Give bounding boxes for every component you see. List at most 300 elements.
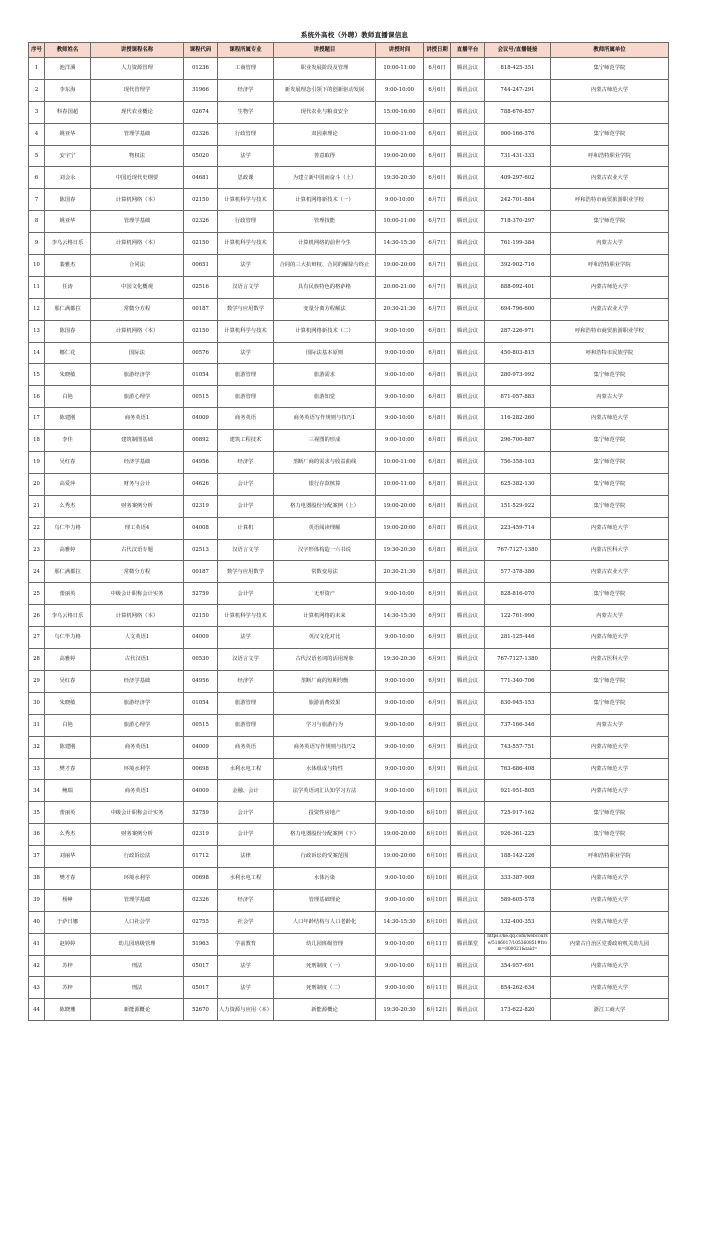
table-cell: 旅游知觉 xyxy=(274,386,376,408)
table-cell: 828-816-070 xyxy=(485,583,551,605)
table-cell: 呼和浩特职业学院 xyxy=(551,145,669,167)
table-cell: 古代汉语1 xyxy=(91,649,184,671)
table-cell: 池洋溪 xyxy=(45,58,91,80)
table-row xyxy=(29,780,669,802)
table-cell: 腾讯会议 xyxy=(451,473,485,495)
table-cell: 24 xyxy=(29,561,45,583)
table-cell: 00698 xyxy=(184,758,218,780)
table-cell: 9:00-10:00 xyxy=(376,802,424,824)
table-cell: 9:00-10:00 xyxy=(376,627,424,649)
table-cell: 腾讯会议 xyxy=(451,802,485,824)
table-cell: 樊才春 xyxy=(45,867,91,889)
table-row xyxy=(29,758,669,780)
table-cell: 法学 xyxy=(218,145,274,167)
table-cell: 腾讯会议 xyxy=(451,758,485,780)
table-row xyxy=(29,714,669,736)
table-cell: 6月9日 xyxy=(424,670,451,692)
table-cell: 02326 xyxy=(184,123,218,145)
table-cell: 888-092-401 xyxy=(485,276,551,298)
column-header: 讲授日期 xyxy=(424,43,451,58)
table-cell: 内蒙古大学 xyxy=(551,233,669,255)
table-cell: 数学与应用数学 xyxy=(218,561,274,583)
table-cell: 718-370-297 xyxy=(485,211,551,233)
table-cell: 02150 xyxy=(184,320,218,342)
table-cell: 行政管理 xyxy=(218,123,274,145)
table-cell: 19:00-20:00 xyxy=(376,517,424,539)
table-cell: 51963 xyxy=(184,933,218,955)
table-cell: 经济学 xyxy=(218,889,274,911)
table-cell: 法学 xyxy=(218,627,274,649)
table-cell: 中国近现代史纲要 xyxy=(91,167,184,189)
table-cell: 15 xyxy=(29,364,45,386)
table-cell: 旅游心理学 xyxy=(91,386,184,408)
table-row xyxy=(29,79,669,101)
table-cell: 呼和浩特职业学院 xyxy=(551,846,669,868)
table-cell: 内蒙古师范大学 xyxy=(551,517,669,539)
table-cell: 36 xyxy=(29,824,45,846)
table-cell: 汉语言文学 xyxy=(218,539,274,561)
table-cell: 腾讯会议 xyxy=(451,517,485,539)
table-cell: 05017 xyxy=(184,977,218,999)
table-cell: 9:00-10:00 xyxy=(376,758,424,780)
table-cell: 环境水利学 xyxy=(91,867,184,889)
table-cell: 数学与应用数学 xyxy=(218,298,274,320)
table-cell: 集宁师范学院 xyxy=(551,692,669,714)
table-cell: 善意取得 xyxy=(274,145,376,167)
table-cell: 737-166-346 xyxy=(485,714,551,736)
table-row xyxy=(29,495,669,517)
table-cell: 31966 xyxy=(184,79,218,101)
table-cell: 旅游经济学 xyxy=(91,364,184,386)
table-cell: 30 xyxy=(29,692,45,714)
table-cell: 744-247-291 xyxy=(485,79,551,101)
table-cell: 6月6日 xyxy=(424,167,451,189)
table-cell: 腾讯会议 xyxy=(451,233,485,255)
table-cell: 6月9日 xyxy=(424,758,451,780)
table-cell: 集宁师范学院 xyxy=(551,473,669,495)
table-cell: 589-605-578 xyxy=(485,889,551,911)
table-cell: 腾讯会议 xyxy=(451,101,485,123)
table-row xyxy=(29,473,669,495)
table-cell: 经济学基础 xyxy=(91,670,184,692)
table-cell: 李佳 xyxy=(45,430,91,452)
table-cell: 鲍瑞 xyxy=(45,780,91,802)
table-cell: 9:00-10:00 xyxy=(376,430,424,452)
column-header: 讲授课程名称 xyxy=(91,43,184,58)
table-cell: 188-142-226 xyxy=(485,846,551,868)
column-header: 讲授题目 xyxy=(274,43,376,58)
table-cell: 42 xyxy=(29,955,45,977)
table-cell: 287-226-971 xyxy=(485,320,551,342)
column-header: 讲授时间 xyxy=(376,43,424,58)
table-cell: 9:00-10:00 xyxy=(376,364,424,386)
table-row xyxy=(29,933,669,955)
table-cell: 4 xyxy=(29,123,45,145)
table-cell: 10:00-11:00 xyxy=(376,123,424,145)
table-cell: 苏梓 xyxy=(45,955,91,977)
table-cell: 9:00-10:00 xyxy=(376,692,424,714)
table-cell: 计算机科学与技术 xyxy=(218,320,274,342)
table-cell: 古代汉语专题 xyxy=(91,539,184,561)
table-row xyxy=(29,911,669,933)
table-cell: 经济学 xyxy=(218,79,274,101)
table-cell: 集宁师范学院 xyxy=(551,58,669,80)
table-cell: 管理基础理论 xyxy=(274,889,376,911)
table-cell: 6月6日 xyxy=(424,58,451,80)
table-cell: 6月9日 xyxy=(424,649,451,671)
table-cell: 内蒙古医科大学 xyxy=(551,539,669,561)
table-cell: 商务英语1 xyxy=(91,736,184,758)
table-cell: 李乌云格日乐 xyxy=(45,233,91,255)
table-cell: 集宁师范学院 xyxy=(551,583,669,605)
table-cell: 19:00-20:00 xyxy=(376,846,424,868)
table-row xyxy=(29,955,669,977)
table-cell: 23 xyxy=(29,539,45,561)
column-header: 课程代码 xyxy=(184,43,218,58)
table-cell: 01236 xyxy=(184,58,218,80)
table-cell: 19:00-20:00 xyxy=(376,495,424,517)
table-cell: 人文英语1 xyxy=(91,627,184,649)
table-cell: 吴红春 xyxy=(45,452,91,474)
table-cell: 蕾丽英 xyxy=(45,802,91,824)
table-cell: 无形资产 xyxy=(274,583,376,605)
table-row xyxy=(29,298,669,320)
table-cell: 内蒙古大学 xyxy=(551,605,669,627)
table-cell: 921-951-805 xyxy=(485,780,551,802)
table-cell: 人口年龄结构与人口老龄化 xyxy=(274,911,376,933)
table-cell: 任涛 xyxy=(45,276,91,298)
table-cell: 6月6日 xyxy=(424,101,451,123)
table-cell: 陈晓珊 xyxy=(45,999,91,1021)
table-cell: 苏梓 xyxy=(45,977,91,999)
table-cell: 腾讯会议 xyxy=(451,342,485,364)
table-cell: 14:30-15:30 xyxy=(376,911,424,933)
table-cell: 死刑制度（一） xyxy=(274,955,376,977)
table-cell: 中级会计职称会计实务 xyxy=(91,802,184,824)
table-cell: 00576 xyxy=(184,342,218,364)
table-cell: 生物学 xyxy=(218,101,274,123)
table-cell: 409-297-602 xyxy=(485,167,551,189)
live-link[interactable]: https://ke.qq.com/webcourse/5186017/105360851#from=800021&taid= xyxy=(485,933,551,955)
table-cell: 内蒙古师范大学 xyxy=(551,955,669,977)
table-cell: 223-459-714 xyxy=(485,517,551,539)
table-cell: 内蒙古医科大学 xyxy=(551,649,669,671)
table-cell: 19 xyxy=(29,452,45,474)
table-cell: 常微分方程 xyxy=(91,298,184,320)
table-cell: 内蒙古农业大学 xyxy=(551,167,669,189)
table-cell: 6月11日 xyxy=(424,977,451,999)
table-cell: 02513 xyxy=(184,539,218,561)
table-cell: 20:00-21:00 xyxy=(376,276,424,298)
table-cell: 建筑工程技术 xyxy=(218,430,274,452)
table-cell: 392-902-716 xyxy=(485,255,551,277)
table-cell: 环境水利学 xyxy=(91,758,184,780)
table-cell: 么秀杰 xyxy=(45,495,91,517)
table-cell: 水体污染 xyxy=(274,867,376,889)
table-cell: 43 xyxy=(29,977,45,999)
table-cell: 9:00-10:00 xyxy=(376,583,424,605)
table-cell: 计算机科学与技术 xyxy=(218,605,274,627)
table-cell: 银行存款核算 xyxy=(274,473,376,495)
table-cell: 人力资源管理 xyxy=(91,58,184,80)
table-cell: 40 xyxy=(29,911,45,933)
table-cell: 6月7日 xyxy=(424,233,451,255)
table-cell: 6月6日 xyxy=(424,79,451,101)
table-cell: 743-557-751 xyxy=(485,736,551,758)
table-cell: 会计学 xyxy=(218,824,274,846)
table-cell: 物权法 xyxy=(91,145,184,167)
table-cell: 李乌云格日乐 xyxy=(45,605,91,627)
table-cell: 01712 xyxy=(184,846,218,868)
table-cell: 6月8日 xyxy=(424,561,451,583)
table-cell: 白艳 xyxy=(45,386,91,408)
table-cell: 现代农业与粮食安全 xyxy=(274,101,376,123)
table-row xyxy=(29,517,669,539)
table-row xyxy=(29,342,669,364)
table-cell: 14 xyxy=(29,342,45,364)
table-cell: 35 xyxy=(29,802,45,824)
table-cell: 内蒙古自治区党委政府机关幼儿园 xyxy=(551,933,669,955)
table-cell: 450-803-815 xyxy=(485,342,551,364)
table-cell: 6月10日 xyxy=(424,911,451,933)
table-cell: 05017 xyxy=(184,955,218,977)
table-cell: 计算机科学与技术 xyxy=(218,233,274,255)
table-cell: 法学英语词汇认知学习方法 xyxy=(274,780,376,802)
table-cell: 14:30-15:30 xyxy=(376,233,424,255)
table-cell: 内蒙古师范大学 xyxy=(551,889,669,911)
table-cell: 腾讯会议 xyxy=(451,955,485,977)
table-cell: 计算机网络（本） xyxy=(91,233,184,255)
table-cell: 6月7日 xyxy=(424,255,451,277)
table-cell: 腾讯会议 xyxy=(451,911,485,933)
table-cell: 6 xyxy=(29,167,45,189)
table-cell: 04009 xyxy=(184,408,218,430)
table-cell: 9:00-10:00 xyxy=(376,670,424,692)
table-cell: 腾讯课堂 xyxy=(451,933,485,955)
table-cell: 6月8日 xyxy=(424,386,451,408)
table-cell: 37 xyxy=(29,846,45,868)
table-row xyxy=(29,452,669,474)
table-cell: 学前教育 xyxy=(218,933,274,955)
table-cell: 21 xyxy=(29,495,45,517)
table-cell: 腾讯会议 xyxy=(451,145,485,167)
table-cell: 呼和浩特市民族学院 xyxy=(551,342,669,364)
table-cell: 垄断厂商的短期均衡 xyxy=(274,670,376,692)
table-cell: 幼儿园班级管理 xyxy=(91,933,184,955)
table-row xyxy=(29,255,669,277)
table-cell: 腾讯会议 xyxy=(451,430,485,452)
table-cell: 577-378-380 xyxy=(485,561,551,583)
table-cell: 吴红春 xyxy=(45,670,91,692)
table-cell: 6月8日 xyxy=(424,364,451,386)
table-cell: 腾讯会议 xyxy=(451,452,485,474)
table-cell: 中级会计职称会计实务 xyxy=(91,583,184,605)
table-cell: 白艳 xyxy=(45,714,91,736)
table-cell: 10:00-11:00 xyxy=(376,452,424,474)
table-row xyxy=(29,561,669,583)
table-row xyxy=(29,364,669,386)
table-cell: 腾讯会议 xyxy=(451,189,485,211)
table-row xyxy=(29,692,669,714)
table-cell: 6月7日 xyxy=(424,211,451,233)
table-cell: 内蒙古师范大学 xyxy=(551,736,669,758)
table-cell: 6月9日 xyxy=(424,605,451,627)
table-cell: 6月9日 xyxy=(424,736,451,758)
table-cell: 19:30-20:30 xyxy=(376,167,424,189)
table-cell: 新发展理念引领下的创新驱动发展 xyxy=(274,79,376,101)
table-cell: 38 xyxy=(29,867,45,889)
table-cell: 新能源概论 xyxy=(91,999,184,1021)
table-cell: 6月10日 xyxy=(424,846,451,868)
table-cell: 汉语言文学 xyxy=(218,276,274,298)
table-cell: 幼儿园班级管理 xyxy=(274,933,376,955)
table-cell: 腾讯会议 xyxy=(451,255,485,277)
table-cell: 871-057-883 xyxy=(485,386,551,408)
table-cell: 投资性房地产 xyxy=(274,802,376,824)
table-header-row xyxy=(29,43,669,58)
table-cell: 17 xyxy=(29,408,45,430)
table-cell: 内蒙古师范大学 xyxy=(551,408,669,430)
table-cell: 刑法 xyxy=(91,955,184,977)
table-cell: 767-7127-1380 xyxy=(485,649,551,671)
table-cell: 旅游管理 xyxy=(218,714,274,736)
table-cell: 旅游经济学 xyxy=(91,692,184,714)
table-cell: 计算机网络（本） xyxy=(91,320,184,342)
column-header: 会议号/直播链接 xyxy=(485,43,551,58)
table-cell: 00515 xyxy=(184,386,218,408)
table-cell: 39 xyxy=(29,889,45,911)
table-cell: 52759 xyxy=(184,802,218,824)
table-cell: 20 xyxy=(29,473,45,495)
table-cell: 10 xyxy=(29,255,45,277)
table-cell: 27 xyxy=(29,627,45,649)
table-cell: 金融、会计 xyxy=(218,780,274,802)
table-cell: 763-686-408 xyxy=(485,758,551,780)
table-cell: 14:30-15:30 xyxy=(376,605,424,627)
table-cell: 刘丽华 xyxy=(45,846,91,868)
table-cell: 陈建刚 xyxy=(45,736,91,758)
table-cell: 常数变易法 xyxy=(274,561,376,583)
table-row xyxy=(29,846,669,868)
table-cell: 280-973-992 xyxy=(485,364,551,386)
table-cell: 6月11日 xyxy=(424,955,451,977)
table-cell: 04681 xyxy=(184,167,218,189)
table-cell: 10:00-11:00 xyxy=(376,473,424,495)
table-cell: 242-701-884 xyxy=(485,189,551,211)
table-cell: 经济学 xyxy=(218,452,274,474)
table-cell: 内蒙古师范大学 xyxy=(551,977,669,999)
table-cell: 娜仁花 xyxy=(45,342,91,364)
table-cell: 法学 xyxy=(218,342,274,364)
table-cell: 22 xyxy=(29,517,45,539)
table-cell: 裴雅杰 xyxy=(45,255,91,277)
table-cell: 汉语言文学 xyxy=(218,649,274,671)
table-cell: 社会学 xyxy=(218,911,274,933)
table-cell: 9:00-10:00 xyxy=(376,386,424,408)
table-cell: 现代农业概论 xyxy=(91,101,184,123)
table-cell: 02755 xyxy=(184,911,218,933)
table-cell: 6月8日 xyxy=(424,473,451,495)
table-cell: 旅游消费效果 xyxy=(274,692,376,714)
table-row xyxy=(29,867,669,889)
table-cell: 28 xyxy=(29,649,45,671)
table-cell: 9:00-10:00 xyxy=(376,867,424,889)
table-cell: 格力电器股份分配案例（下） xyxy=(274,824,376,846)
table-cell: 腾讯会议 xyxy=(451,780,485,802)
table-cell: 6月10日 xyxy=(424,867,451,889)
table-cell: 法律 xyxy=(218,846,274,868)
table-cell: 姚亚华 xyxy=(45,211,91,233)
table-cell: 旅游需求 xyxy=(274,364,376,386)
table-cell: 6月8日 xyxy=(424,408,451,430)
column-header: 教师姓名 xyxy=(45,43,91,58)
table-cell: 132-400-353 xyxy=(485,911,551,933)
table-cell: 19:00-20:00 xyxy=(376,145,424,167)
table-cell: 计算机网络新技术（一） xyxy=(274,189,376,211)
table-cell: 三视图的形成 xyxy=(274,430,376,452)
table-cell: 788-676-857 xyxy=(485,101,551,123)
table-cell: 腾讯会议 xyxy=(451,79,485,101)
table-cell: 内蒙古师范大学 xyxy=(551,911,669,933)
table-cell: 朱晓敏 xyxy=(45,692,91,714)
table-cell: 625-382-130 xyxy=(485,473,551,495)
table-cell: 会计学 xyxy=(218,583,274,605)
table-row xyxy=(29,802,669,824)
table-cell: 国际法 xyxy=(91,342,184,364)
table-cell: 内蒙古大学 xyxy=(551,386,669,408)
table-cell: 02326 xyxy=(184,211,218,233)
table-cell: 于萨日娜 xyxy=(45,911,91,933)
table-cell: 354-957-691 xyxy=(485,955,551,977)
table-cell: 理工英语4 xyxy=(91,517,184,539)
table-cell: 商务英语1 xyxy=(91,780,184,802)
table-row xyxy=(29,649,669,671)
table-cell: 建筑制图基础 xyxy=(91,430,184,452)
table-cell: 18 xyxy=(29,430,45,452)
table-cell: 6月8日 xyxy=(424,320,451,342)
table-cell: 腾讯会议 xyxy=(451,123,485,145)
table-cell: 内蒙古师范大学 xyxy=(551,758,669,780)
table-cell: 刑法 xyxy=(91,977,184,999)
table-row xyxy=(29,167,669,189)
table-cell: 具有民族特色的格萨格 xyxy=(274,276,376,298)
table-cell: 内蒙古农业大学 xyxy=(551,298,669,320)
table-cell: 会计学 xyxy=(218,495,274,517)
table-row xyxy=(29,58,669,80)
table-cell: 腾讯会议 xyxy=(451,320,485,342)
table-cell: 集宁师范学院 xyxy=(551,802,669,824)
table-cell: 杨峥 xyxy=(45,889,91,911)
table-cell: 腾讯会议 xyxy=(451,495,485,517)
table-cell: 商务英语 xyxy=(218,408,274,430)
table-row xyxy=(29,408,669,430)
table-cell: 工商管理 xyxy=(218,58,274,80)
table-cell: 商务英语1 xyxy=(91,408,184,430)
table-cell: 9:00-10:00 xyxy=(376,736,424,758)
table-cell: 31 xyxy=(29,714,45,736)
table-cell: 6月8日 xyxy=(424,539,451,561)
table-cell: 20:30-21:30 xyxy=(376,298,424,320)
table-cell: 9:00-10:00 xyxy=(376,933,424,955)
table-cell: 19:30-20:30 xyxy=(376,999,424,1021)
table-cell: 行政管理 xyxy=(218,211,274,233)
table-cell: 计算机网络（本） xyxy=(91,605,184,627)
table-cell: 44 xyxy=(29,999,45,1021)
table-cell: 腾讯会议 xyxy=(451,408,485,430)
table-cell: 01054 xyxy=(184,692,218,714)
table-cell: 陈国春 xyxy=(45,189,91,211)
table-cell: 9:00-10:00 xyxy=(376,889,424,911)
